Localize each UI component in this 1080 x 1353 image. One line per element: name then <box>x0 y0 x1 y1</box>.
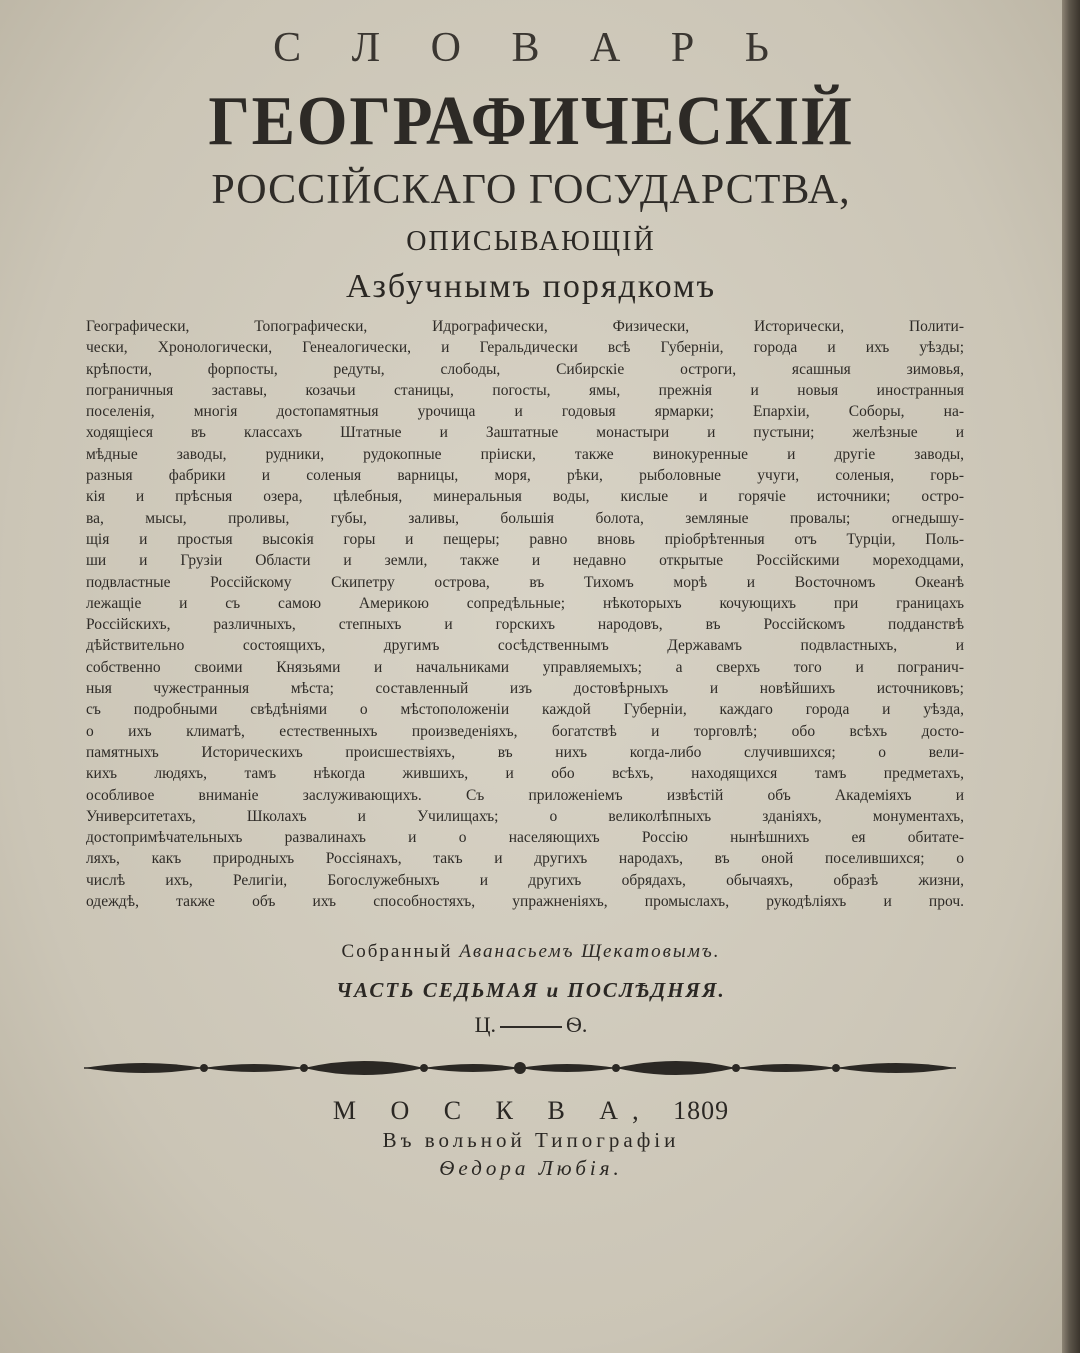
text-line: ляхъ, какъ природныхъ Россiянахъ, такъ и другихъ народахъ, въ оной поселившихся; о <box>86 850 964 868</box>
text-line: дѣйствительно состоящихъ, другимъ сосѣдственнымъ Державамъ подвластныхъ, и <box>86 637 964 655</box>
text-line: кiя и прѣсныя озера, цѣлебныя, минеральныя воды, кислые и горячiе источники; остро- <box>86 488 964 506</box>
imprint-city-name: М О С К В А, <box>332 1096 653 1125</box>
imprint-press: Въ вольной Типографiи <box>382 1128 680 1152</box>
text-line: числѣ ихъ, Религiи, Богослужебныхъ и другихъ обрядахъ, обычаяхъ, образѣ жизни, <box>86 871 964 889</box>
text-line: кихъ людяхъ, тамъ нѣкогда жившихъ, и обо всѣхъ, находящихся тамъ предметахъ, <box>86 765 964 783</box>
text-line: подвластные Россiйскому Скипетру острова, въ Тихомъ морѣ и Восточномъ Океанѣ <box>86 573 964 591</box>
text-line: чески, Хронологически, Генеалогически, и Геральдически всѣ Губернiи, города и ихъ уѣзды; <box>86 339 964 357</box>
volume-part: ЧАСТЬ СЕДЬМАЯ и ПОСЛѢДНЯЯ. <box>336 978 726 1002</box>
text-line: съ подробными свѣдѣнiями о мѣстоположенiи каждой Губернiи, каждаго города и уѣзда, <box>86 701 964 719</box>
collector-prefix: Собранный <box>341 941 453 962</box>
text-line: собственно своими Князьями и начальниками управляемыхъ; а сверхъ того и погранич- <box>86 658 964 676</box>
text-line: Россiйскихъ, различныхъ, степныхъ и горскихъ народовъ, въ Россiйскомъ подданствѣ <box>86 616 964 634</box>
text-line: памятныхъ Историческихъ происшествiяхъ, въ нихъ когда-либо случившихся; о вели- <box>86 743 964 761</box>
title-state: РОССIЙСКАГО ГОСУДАРСТВА, <box>211 167 851 213</box>
book-edge <box>1062 0 1080 1353</box>
title-alphabetical: Азбучнымъ порядкомъ <box>345 268 717 305</box>
collector-line <box>0 941 1062 963</box>
collector-name: Аванасьемъ Щекатовымъ. <box>459 941 721 962</box>
range-to: Ѳ. <box>566 1012 588 1037</box>
text-line: ши и Грузiи Области и земли, также и недавно открытые Россiйскими мореходцами, <box>86 552 964 570</box>
description-paragraph <box>86 316 964 912</box>
imprint-printer: Ѳедора Любiя. <box>439 1156 623 1180</box>
imprint-city <box>0 1096 1062 1126</box>
text-line: Географически, Топографически, Идрографически, Физически, Исторически, Полити- <box>86 318 964 335</box>
text-line: мѣдные заводы, рудники, рудокопные прiиски, также винокуренные и другiе заводы, <box>86 445 964 463</box>
ornamental-rule-icon <box>84 1048 956 1088</box>
title-describing: ОПИСЫВАЮЩIЙ <box>406 226 656 257</box>
text-line: лежащiе и съ самою Америкою сопредѣльные; нѣкоторыхъ кочующихъ при границахъ <box>86 594 964 612</box>
text-line: о ихъ климатѣ, естественныхъ произведенiяхъ, богатствѣ и торговлѣ; обо всѣхъ досто- <box>86 722 964 740</box>
imprint-year: 1809 <box>673 1096 730 1125</box>
text-line: ва, мысы, проливы, губы, заливы, большiя болота, земляные провалы; огнедышу- <box>86 509 964 527</box>
text-line: особливое вниманiе заслуживающихъ. Съ приложенiемъ извѣстiй объ Академiяхъ и <box>86 786 964 804</box>
text-line: ныя чужестранныя мѣста; составленный изъ достовѣрныхъ и новѣйшихъ источниковъ; <box>86 680 964 698</box>
range-dash <box>500 1026 562 1028</box>
text-line: щiя и простыя высокiя горы и пещеры; равно вновь прiобрѣтенныя отъ Турцiи, Поль- <box>86 530 964 548</box>
text-line: пограничныя заставы, козачьи станицы, погосты, ямы, прежнiя и новыя иностранныя <box>86 381 964 399</box>
text-line: одеждѣ, также объ ихъ способностяхъ, упражненiяхъ, промыслахъ, рукодѣлiяхъ и проч. <box>86 893 964 911</box>
text-line: разныя фабрики и соленыя варницы, моря, рѣки, рыболовные учуги, соленыя, горь- <box>86 467 964 485</box>
text-line: крѣпости, форпосты, редуты, слободы, Сибирскiе остроги, ясашныя зимовья, <box>86 360 964 378</box>
range-from: Ц. <box>474 1012 496 1037</box>
title-slovar: С Л О В А Р Ь <box>273 25 789 71</box>
letter-range <box>0 1012 1062 1038</box>
title-geograficheskiy: ГЕОГРАФИЧЕСКIЙ <box>208 83 854 160</box>
text-line: ходящiеся въ классахъ Штатные и Заштатные монастыри и пустыни; желѣзные и <box>86 424 964 442</box>
text-line: поселенiя, многiя достопамятныя урочища и годовыя ярмарки; Епархiи, Соборы, на- <box>86 403 964 421</box>
text-line: достопримѣчательныхъ развалинахъ и о населяющихъ Россiю нынѣшнихъ ея обитате- <box>86 829 964 847</box>
text-line: Университетахъ, Школахъ и Училищахъ; о великолѣпныхъ зданiяхъ, монументахъ, <box>86 807 964 825</box>
